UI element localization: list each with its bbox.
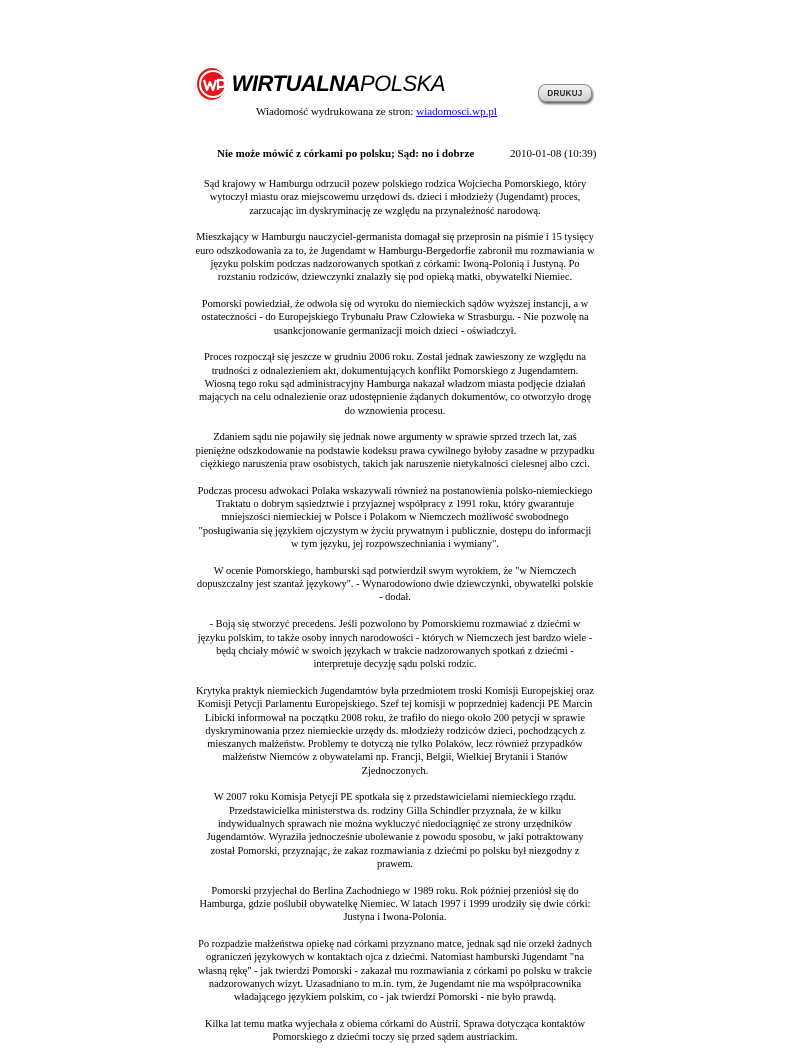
paragraph: Pomorski powiedział, że odwoła się od wyroku do niemieckich sądów wyższej instancji, a w ostateczności - do Europejskiego Trybunału Praw Człowieka w Strasburgu. - Nie pozwolę na usankcjonowanie germanizacji moich dzieci - oświadczył.	[201, 299, 589, 337]
print-button[interactable]: DRUKUJ	[538, 84, 592, 102]
paragraph: W ocenie Pomorskiego, hamburski sąd potwierdził swym wyrokiem, że "w Niemczech dopuszczalny jest szantaż językowy". - Wynarodowiono dwie dziewczynki, obywatelki polskie - dodał.	[196, 565, 594, 604]
article-title: Nie może mówić z córkami po polsku; Sąd: no i dobrze	[217, 148, 475, 160]
paragraph: W 2007 roku Komisja Petycji PE spotkała się z przedstawicielami niemieckiego rządu. Przedstawicielka ministerstwa ds. rodziny Gilla Schindler przyznała, że w kilku indywidualnych sprawach nie można wykluczyć niedociągnięć ze strony urzędników Jugendamtów. Wyraziła jednocześnie ubolewanie z powodu sposobu, w jaki potraktowany został Pomorski, przyznając, że zakaz rozmawiania z dziećmi po polsku był niezgodny z prawem.	[206, 792, 584, 870]
paragraph: Pomorski przyjechał do Berlina Zachodniego w 1989 roku. Rok później przeniósł się do Hamburga, gdzie poślubił obywatelkę Niemiec. W latach 1997 i 1999 urodziły się dwie córki: Justyna i Iwona-Polonia.	[199, 885, 591, 924]
wp-logo-icon	[195, 66, 228, 102]
wp-logo[interactable]	[195, 62, 445, 106]
paragraph: Kilka lat temu matka wyjechała z obiema córkami do Austrii. Sprawa dotycząca kontaktów Pomorskiego z dziećmi toczy się przed sądem austriackim.	[205, 1019, 585, 1044]
paragraph: Po rozpadzie małżeństwa opiekę nad córkami przyznano matce, jednak sąd nie orzekł żadnych ograniczeń językowych w kontaktach ojca z dziećmi. Natomiast hamburski Jugendamt "na własną rękę" - jak twierdzi Pomorski - zakazał mu rozmawiania z córkami po polsku w trakcie nadzorowanych wizyt. Uzasadniano to m.in. tym, że Jugendamt nie ma współpracownika władającego językiem polskim, co - jak twierdzi Pomorski - nie było prawdą.	[197, 939, 593, 1004]
paragraph: Sąd krajowy w Hamburgu odrzucił pozew polskiego rodzica Wojciecha Pomorskiego, który wytoczył miastu oraz miejscowemu urzędowi ds. dzieci i młodzieży (Jugendamt) proces, zarzucając im dyskryminację ze względu na przynależność narodową.	[203, 179, 587, 217]
paragraph: Zdaniem sądu nie pojawiły się jednak nowe argumenty w sprawie sprzed trzech lat, zaś pieniężne odszkodowanie na podstawie kodeksu prawa cywilnego byłoby zasadne w przypadku ciężkiego naruszenia praw osobistych, takich jak naruszenie nietykalności cielesnej albo czci.	[195, 432, 595, 471]
page-header	[195, 62, 595, 106]
paragraph: Proces rozpoczął się jeszcze w grudniu 2006 roku. Został jednak zawieszony ze względu na trudności z odnalezieniem akt, dokumentujących konflikt Pomorskiego z Jugendamtem. Wiosną tego roku sąd administracyjny Hamburga nakazał władzom miasta podjęcie działań mających na celu odnalezienie oraz udostępnienie żądanych dokumentów, co otworzyło drogę do wznowienia procesu.	[199, 352, 591, 417]
paragraph: - Boją się stworzyć precedens. Jeśli pozwolono by Pomorskiemu rozmawiać z dziećmi w języku polskim, to także osoby innych narodowości - których w Niemczech jest bardzo wiele - będą chciały mówić w swoich językach w trakcie nadzorowanych spotkań z dziećmi - interpretuje decyzję sądu polski rodzic.	[197, 619, 593, 671]
paragraph: Podczas procesu adwokaci Polaka wskazywali również na postanowienia polsko-niemieckiego Traktatu o dobrym sąsiedztwie i przyjaznej współpracy z 1991 roku, który gwarantuje mniejszości niemieckiej w Polsce i Polakom w Niemczech możliwość swobodnego "posługiwania się językiem ojczystym w życiu prywatnym i publicznie, dostępu do informacji w tym języku, jej rozpowszechniania i wymiany".	[197, 485, 593, 551]
source-link[interactable]: wiadomosci.wp.pl	[416, 106, 497, 118]
source-prefix: Wiadomość wydrukowana ze stron:	[256, 106, 417, 118]
logo-text	[232, 71, 445, 97]
source-line	[256, 106, 497, 118]
logo-text-bold: WIRTUALNA	[231, 71, 360, 96]
paragraph: Mieszkający w Hamburgu nauczyciel-germanista domagał się przeprosin na piśmie i 15 tysięcy euro odszkodowania za to, że Jugendamt w Hamburgu-Bergedorfie zabronił mu rozmawiania w języku polskim podczas nadzorowanych spotkań z córkami: Iwoną-Polonią i Justyną. Po rozstaniu rodziców, dziewczynki znalazły się pod opieką matki, obywatelki Niemiec.	[195, 232, 595, 284]
paragraph: Krytyka praktyk niemieckich Jugendamtów była przedmiotem troski Komisji Europejskiej oraz Komisji Petycji Parlamentu Europejskiego. Szef tej komisji w poprzedniej kadencji PE Marcin Libicki informował na początku 2008 roku, że trafiło do niego około 200 petycji w sprawie dyskryminowania przez niemieckie urzędy ds. młodzieży rodziców dzieci, pochodzących z mieszanych małżeństw. Problemy te dotyczą nie tylko Polaków, lecz również przypadków małżeństw Niemców z obywatelami np. Francji, Belgii, Wielkiej Brytanii i Stanów Zjednoczonych.	[196, 685, 594, 777]
article-date: 2010-01-08 (10:39)	[510, 148, 597, 160]
logo-text-light: POLSKA	[359, 71, 445, 96]
article-body	[195, 178, 595, 1058]
